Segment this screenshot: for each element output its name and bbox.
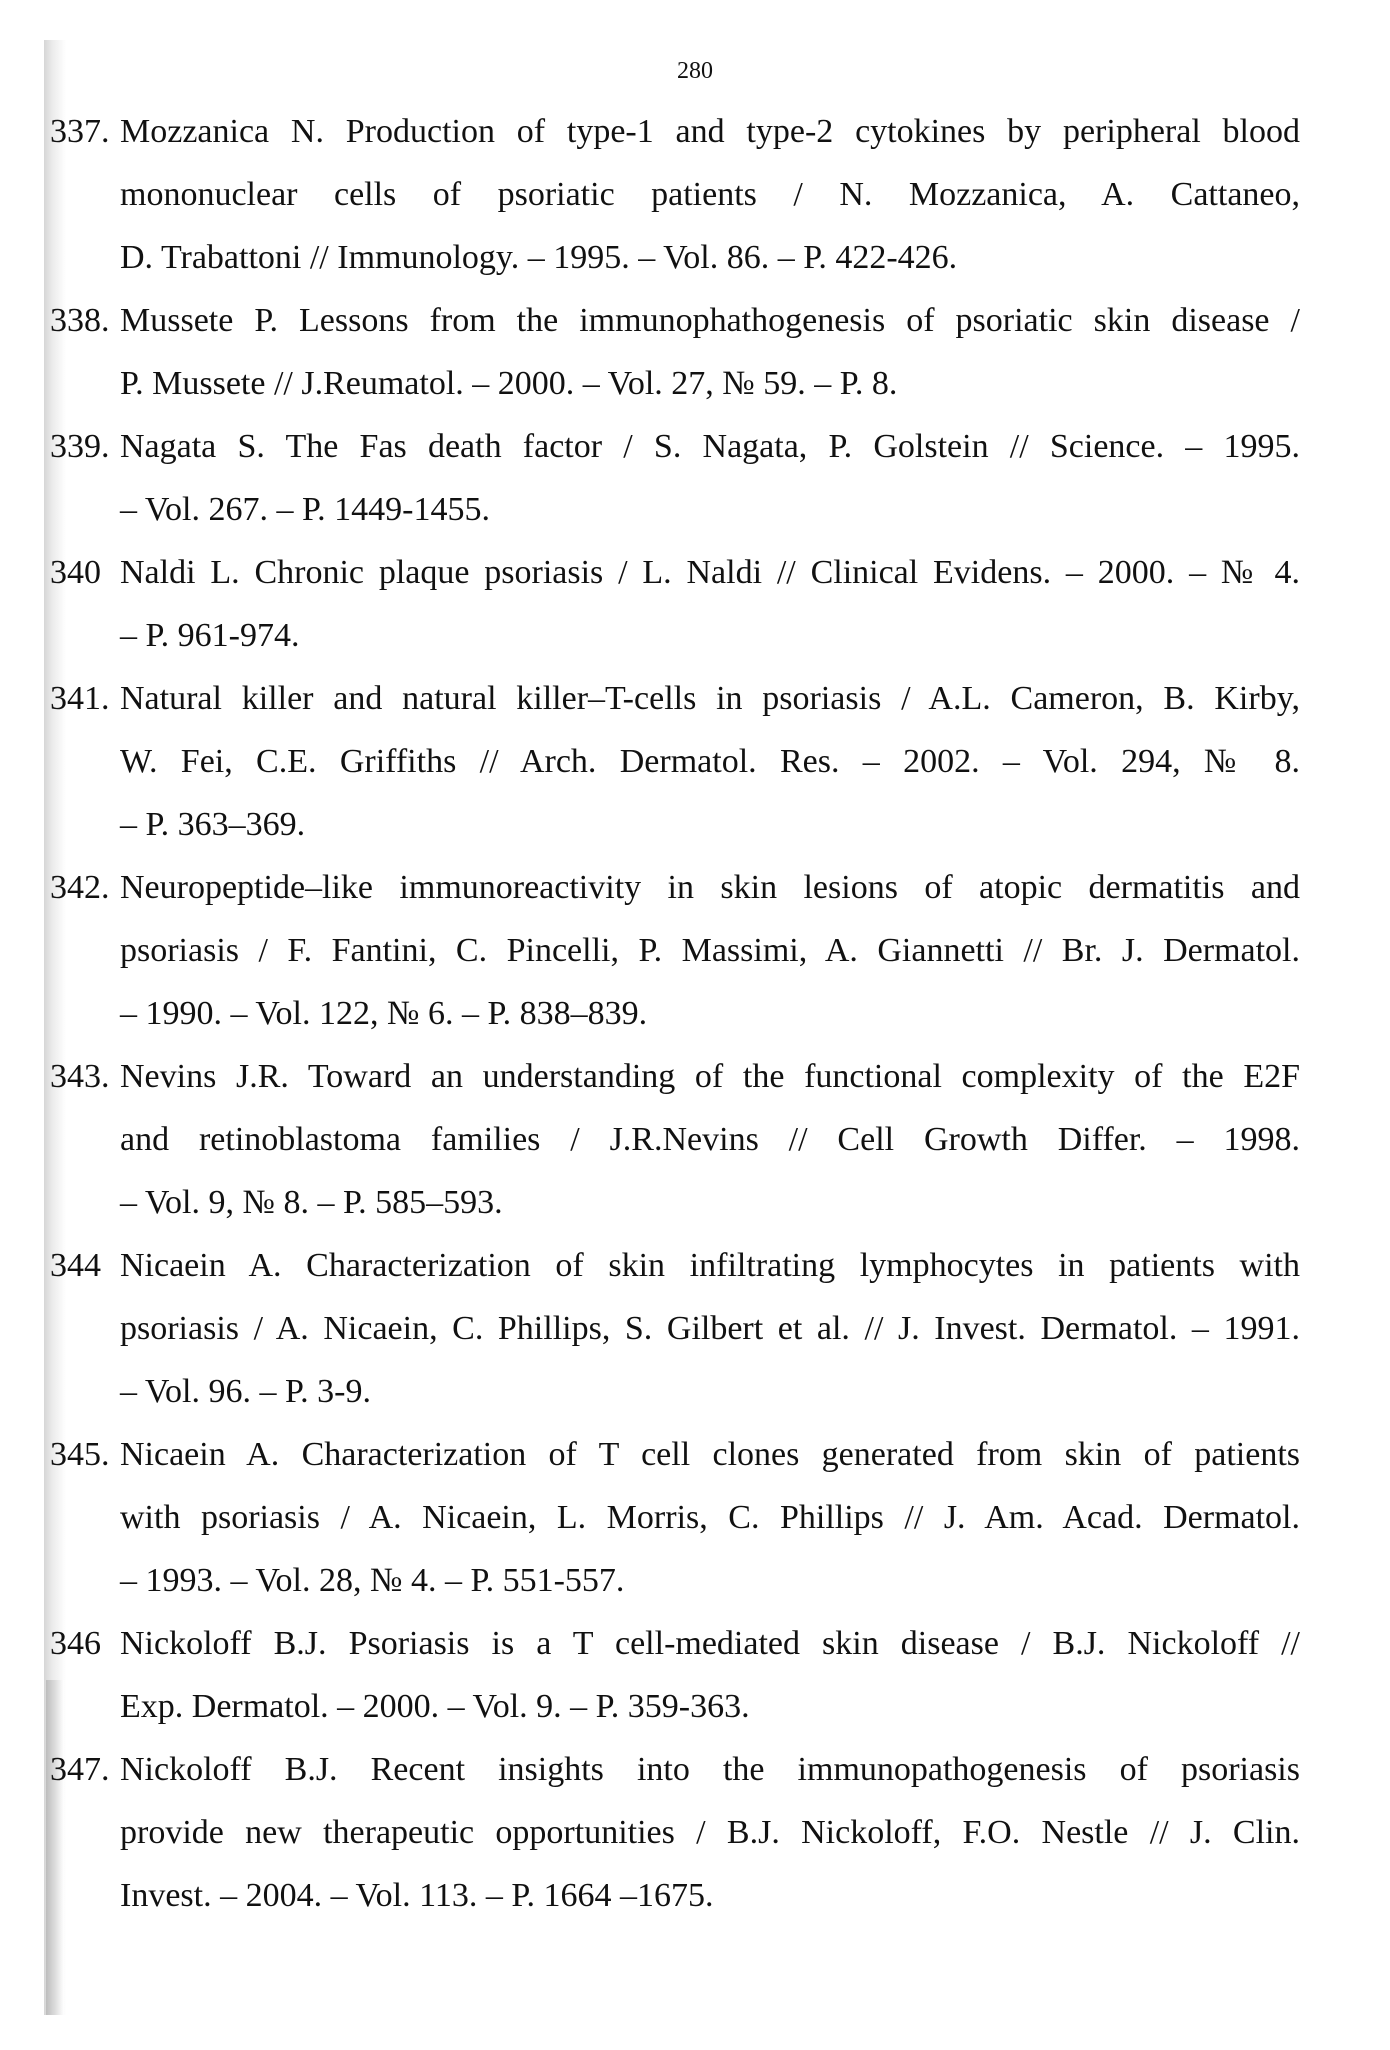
reference-item <box>50 289 1300 415</box>
reference-text <box>120 667 1300 856</box>
reference-line: – Vol. 96. – P. 3-9. <box>120 1373 371 1410</box>
reference-line: – 1990. – Vol. 122, № 6. – P. 838–839. <box>120 995 648 1032</box>
reference-line: with psoriasis / A. Nicaein, L. Morris, C. Phillips // J. Am. Acad. Dermatol. <box>120 1499 1300 1536</box>
reference-text <box>120 1612 1300 1738</box>
reference-item <box>50 415 1300 541</box>
reference-line: Neuropeptide–like immunoreactivity in skin lesions of atopic dermatitis and <box>120 869 1300 906</box>
reference-line: Mozzanica N. Production of type-1 and type-2 cytokines by peripheral blood <box>120 113 1300 150</box>
reference-number: 342. <box>50 869 110 906</box>
reference-number: 346 <box>50 1625 101 1662</box>
reference-line: Exp. Dermatol. – 2000. – Vol. 9. – P. 359-363. <box>120 1688 750 1725</box>
reference-line: Nickoloff B.J. Recent insights into the immunopathogenesis of psoriasis <box>120 1751 1300 1788</box>
reference-line: Nicaein A. Characterization of skin infiltrating lymphocytes in patients with <box>120 1247 1300 1284</box>
reference-line: D. Trabattoni // Immunology. – 1995. – Vol. 86. – P. 422-426. <box>120 239 958 276</box>
reference-line: Nickoloff B.J. Psoriasis is a T cell-mediated skin disease / B.J. Nickoloff // <box>120 1625 1300 1662</box>
reference-item <box>50 1423 1300 1612</box>
reference-line: – P. 363–369. <box>120 806 306 843</box>
reference-text <box>120 1738 1300 1927</box>
reference-item <box>50 100 1300 289</box>
page-number: 280 <box>677 58 713 84</box>
reference-line: mononuclear cells of psoriatic patients / N. Mozzanica, A. Cattaneo, <box>120 176 1300 213</box>
reference-number: 344 <box>50 1247 101 1284</box>
reference-line: Nicaein A. Characterization of T cell clones generated from skin of patients <box>120 1436 1300 1473</box>
reference-line: P. Mussete // J.Reumatol. – 2000. – Vol. 27, № 59. – P. 8. <box>120 365 898 402</box>
reference-number: 343. <box>50 1058 110 1095</box>
reference-line: – P. 961-974. <box>120 617 300 654</box>
reference-number: 338. <box>50 302 110 339</box>
reference-text <box>120 100 1300 289</box>
reference-line: psoriasis / A. Nicaein, C. Phillips, S. Gilbert et al. // J. Invest. Dermatol. – 1991. <box>120 1310 1300 1347</box>
reference-text <box>120 1423 1300 1612</box>
reference-text <box>120 1234 1300 1423</box>
reference-number: 337. <box>50 113 110 150</box>
reference-text <box>120 541 1300 667</box>
reference-number: 340 <box>50 554 101 591</box>
reference-line: W. Fei, C.E. Griffiths // Arch. Dermatol. Res. – 2002. – Vol. 294, № 8. <box>120 743 1300 780</box>
reference-item <box>50 1045 1300 1234</box>
reference-line: Nagata S. The Fas death factor / S. Nagata, P. Golstein // Science. – 1995. <box>120 428 1300 465</box>
reference-text <box>120 856 1300 1045</box>
reference-line: Mussete P. Lessons from the immunophathogenesis of psoriatic skin disease / <box>120 302 1300 339</box>
reference-text <box>120 415 1300 541</box>
reference-text <box>120 289 1300 415</box>
reference-line: Naldi L. Chronic plaque psoriasis / L. Naldi // Clinical Evidens. – 2000. – № 4. <box>120 554 1300 591</box>
reference-line: – Vol. 267. – P. 1449-1455. <box>120 491 490 528</box>
reference-line: Invest. – 2004. – Vol. 113. – P. 1664 –1675. <box>120 1877 714 1914</box>
reference-number: 341. <box>50 680 110 717</box>
reference-line: and retinoblastoma families / J.R.Nevins // Cell Growth Differ. – 1998. <box>120 1121 1300 1158</box>
reference-line: Natural killer and natural killer–T-cells in psoriasis / A.L. Cameron, B. Kirby, <box>120 680 1300 717</box>
reference-number: 347. <box>50 1751 110 1788</box>
reference-line: Nevins J.R. Toward an understanding of the functional complexity of the E2F <box>120 1058 1300 1095</box>
reference-number: 345. <box>50 1436 110 1473</box>
reference-number: 339. <box>50 428 110 465</box>
reference-list <box>50 100 1300 1927</box>
reference-line: provide new therapeutic opportunities / B.J. Nickoloff, F.O. Nestle // J. Clin. <box>120 1814 1300 1851</box>
reference-line: psoriasis / F. Fantini, C. Pincelli, P. Massimi, A. Giannetti // Br. J. Dermatol. <box>120 932 1300 969</box>
reference-item <box>50 541 1300 667</box>
reference-text <box>120 1045 1300 1234</box>
reference-item <box>50 856 1300 1045</box>
reference-line: – 1993. – Vol. 28, № 4. – P. 551-557. <box>120 1562 625 1599</box>
reference-line: – Vol. 9, № 8. – P. 585–593. <box>120 1184 503 1221</box>
reference-item <box>50 1234 1300 1423</box>
reference-item <box>50 1612 1300 1738</box>
reference-item <box>50 1738 1300 1927</box>
reference-item <box>50 667 1300 856</box>
